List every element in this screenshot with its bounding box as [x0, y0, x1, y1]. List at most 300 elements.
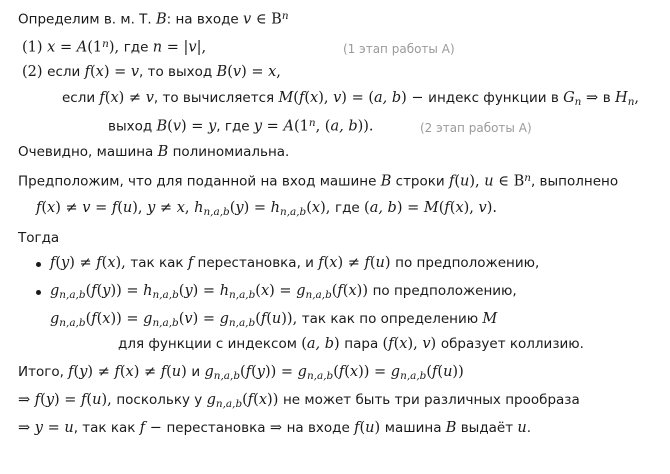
text-span: ( — [41, 200, 48, 216]
text-span: n,a,b — [215, 397, 243, 410]
text-span: ) ≠ — [87, 364, 115, 380]
text-span: ⇒ — [581, 90, 603, 106]
text-span: y — [102, 283, 111, 299]
text-line — [18, 144, 289, 161]
text-span: A — [518, 121, 527, 135]
text-span: f — [337, 283, 343, 299]
text-span: f — [50, 255, 56, 271]
text-span: образует коллизию. — [440, 336, 584, 352]
text-span: строки — [391, 173, 449, 190]
text-span: B — [216, 64, 228, 80]
text-span: f — [160, 364, 167, 380]
text-span: ) = — [103, 64, 131, 80]
text-span: ( — [119, 364, 126, 380]
text-span: g — [390, 364, 401, 380]
text-span: ( — [240, 364, 246, 380]
text-span: f — [338, 364, 345, 380]
text-span: B — [380, 173, 392, 190]
text-span: ) = — [181, 118, 209, 135]
text-span: ), — [463, 200, 479, 216]
text-line — [22, 38, 206, 57]
text-line — [22, 64, 281, 81]
text-span: ) = — [54, 392, 82, 408]
text-span: n,a,b — [305, 288, 332, 301]
text-span: M — [423, 200, 439, 216]
text-span: ( — [101, 255, 108, 271]
text-span: где — [123, 39, 153, 56]
text-span: g — [219, 311, 229, 327]
text-span: ) = — [269, 283, 297, 299]
text-span: f — [91, 311, 97, 327]
text-span: , то вычисляется — [153, 90, 279, 106]
text-span: u — [443, 364, 453, 380]
text-span: n — [281, 10, 289, 22]
text-span: B — [445, 420, 457, 436]
text-span: полиномиальна. — [168, 144, 290, 160]
text-span: g — [296, 283, 306, 299]
text-span: если — [62, 90, 100, 106]
text-span: )) = — [110, 283, 144, 299]
text-span: y — [61, 255, 70, 271]
text-span: ), — [108, 39, 124, 56]
text-span: u — [122, 200, 133, 216]
text-span: B — [155, 11, 167, 28]
text-span: ( — [253, 392, 259, 408]
text-span: , выполнено — [530, 173, 619, 190]
text-span: n — [574, 95, 582, 108]
text-span: ) ≠ — [118, 90, 146, 106]
text-span: ( — [393, 336, 400, 352]
text-span: ) — [334, 336, 345, 352]
text-span: )). — [357, 118, 374, 135]
text-span: v — [232, 64, 242, 80]
text-span: y — [184, 283, 193, 299]
text-span: x — [455, 200, 464, 216]
text-span: ( — [86, 392, 93, 408]
text-span: x — [125, 364, 134, 380]
text-span: f — [449, 173, 455, 190]
text-span: ( — [333, 364, 339, 380]
text-span: n,a,b — [306, 369, 334, 382]
text-span: ) — [181, 364, 192, 380]
text-span: f — [36, 200, 42, 216]
text-span: v — [188, 39, 197, 56]
text-span: ). — [486, 200, 498, 216]
text-span: )) — [267, 392, 283, 408]
text-span: ) — [374, 420, 385, 436]
text-span: ( — [96, 283, 103, 299]
text-span: ( — [96, 311, 103, 327]
text-line — [50, 283, 517, 301]
text-span: ) = — [241, 64, 269, 80]
text-span: u — [365, 420, 375, 436]
text-span: ( — [359, 420, 366, 436]
text-span: x — [311, 200, 321, 216]
text-span: x — [310, 90, 319, 106]
text-span: g — [206, 392, 216, 408]
text-span: ( — [255, 311, 261, 327]
text-span: ( — [229, 200, 236, 216]
text-span: , где — [216, 118, 254, 135]
text-line — [118, 336, 584, 353]
text-span: ( — [73, 364, 80, 380]
text-span: f — [96, 255, 102, 271]
text-span: ) ≠ — [133, 364, 161, 380]
text-span: n,a,b — [152, 288, 179, 301]
text-span: ( — [227, 64, 233, 80]
text-span: ( — [382, 336, 389, 352]
text-span: f — [298, 90, 305, 106]
text-span: ( — [89, 64, 96, 80]
text-span: в — [602, 90, 616, 106]
text-span: x — [349, 364, 359, 380]
text-span: n,a,b — [203, 205, 230, 218]
text-span: ∈ — [493, 173, 514, 190]
bullet-icon — [36, 290, 41, 295]
text-span: для функции с индексом — [118, 336, 302, 352]
text-span: B — [513, 173, 525, 190]
text-line — [18, 392, 580, 410]
text-span: x — [107, 255, 116, 271]
text-span: − — [145, 420, 167, 436]
text-span: не может быть три различных прообраза — [282, 392, 580, 408]
text-span: B — [271, 11, 282, 28]
text-span: v — [172, 118, 182, 135]
text-span: g — [50, 283, 60, 299]
text-span: ( — [426, 364, 433, 380]
text-span: Очевидно, машина — [18, 144, 158, 160]
text-span: x — [399, 336, 408, 352]
text-span: x — [47, 39, 56, 56]
text-span: ( — [438, 200, 445, 216]
text-span: f — [354, 420, 360, 436]
text-span: ( — [166, 364, 172, 380]
text-span: ), — [318, 90, 334, 106]
text-span: x — [348, 283, 357, 299]
text-span: ( — [293, 90, 299, 106]
text-span: ⇒ — [269, 420, 287, 436]
text-span: |, — [196, 39, 207, 56]
text-span: Итого, — [18, 364, 69, 380]
text-span: n,a,b — [152, 316, 179, 329]
text-span: n,a,b — [213, 369, 241, 382]
text-span: (1 — [293, 118, 309, 135]
text-span: y — [34, 420, 43, 436]
text-span: g — [143, 311, 153, 327]
text-span: u — [92, 392, 102, 408]
text-span: = — [262, 118, 284, 135]
text-span: выдаёт — [456, 420, 518, 436]
text-span: )) = — [264, 364, 298, 380]
text-span: n — [627, 95, 635, 108]
text-span: G — [563, 90, 575, 106]
text-span: ( — [251, 364, 257, 380]
text-span: f — [84, 64, 90, 80]
text-span: по предположению, — [395, 255, 540, 271]
text-span: ( — [167, 118, 173, 135]
text-line — [36, 200, 497, 218]
text-span: n,a,b — [59, 288, 86, 301]
text-line — [18, 230, 59, 247]
text-span: A — [283, 118, 294, 135]
text-span: f — [99, 90, 105, 106]
text-span: y — [256, 364, 265, 380]
text-span: n — [524, 172, 531, 184]
text-span: перестановка — [166, 420, 270, 436]
text-line — [62, 90, 639, 108]
text-span: H — [615, 90, 628, 106]
text-span: , так как — [73, 420, 140, 436]
text-span: = — [42, 420, 65, 436]
text-span: ), — [407, 336, 423, 352]
text-span: ( — [266, 311, 272, 327]
text-span: Тогда — [18, 230, 60, 246]
text-span: A — [76, 39, 88, 56]
text-span: выход — [108, 118, 157, 135]
text-span: v — [184, 311, 193, 327]
text-span: f — [111, 200, 118, 216]
text-span: , ( — [315, 118, 331, 135]
text-span: ) = — [243, 200, 271, 216]
text-span: ( — [255, 283, 261, 299]
text-span: , — [276, 64, 281, 80]
text-span: x — [176, 200, 185, 216]
text-span: (2) — [22, 64, 48, 80]
text-span: y — [208, 118, 217, 135]
text-span: B — [157, 144, 169, 160]
text-span: , то выход — [139, 64, 217, 80]
text-span: ) — [526, 121, 532, 135]
text-line — [108, 117, 374, 136]
text-span: v — [333, 90, 342, 106]
text-span: . — [526, 420, 532, 436]
text-span: h — [143, 283, 153, 299]
text-span: ) — [430, 336, 441, 352]
bullet-icon — [36, 262, 41, 267]
text-span: ( — [301, 336, 307, 352]
text-span: ∈ — [251, 11, 272, 28]
text-span: ( — [437, 364, 444, 380]
text-span: M — [482, 311, 498, 327]
text-span: x — [260, 283, 270, 299]
text-span: f — [432, 364, 438, 380]
text-span: на входе — [286, 420, 355, 436]
text-span: : на входе — [166, 11, 244, 28]
text-line — [50, 311, 497, 329]
text-span: перестановка, и — [193, 255, 319, 271]
text-span: x — [329, 255, 338, 271]
text-span: f — [139, 420, 146, 436]
text-span: ( — [454, 173, 461, 190]
text-span: так как по определению — [301, 311, 483, 327]
text-span: B — [156, 118, 168, 135]
text-span: x — [258, 392, 268, 408]
text-span: , — [634, 90, 640, 106]
text-span: ( — [117, 200, 123, 216]
text-span: a, b — [330, 118, 358, 135]
text-span: ( — [85, 283, 92, 299]
text-span: ( — [85, 311, 92, 327]
text-line — [18, 364, 464, 382]
text-span: x — [95, 64, 104, 80]
text-span: )) — [452, 364, 464, 380]
text-span: ), — [469, 173, 485, 190]
text-span: f — [388, 336, 394, 352]
text-span: u — [484, 173, 494, 190]
text-span: f — [364, 255, 370, 271]
text-span: так как — [130, 255, 188, 271]
text-span: )) = — [358, 364, 391, 380]
text-span: ( — [306, 200, 312, 216]
text-span: u — [271, 311, 282, 327]
text-span: ( — [342, 283, 349, 299]
text-span: (2 этап работы — [420, 121, 519, 135]
text-span: ( — [40, 392, 46, 408]
text-span: ( — [304, 90, 311, 106]
text-span: индекс функции в — [428, 90, 564, 106]
text-span: y — [235, 200, 244, 216]
text-span: Предположим, что для поданной на вход машине — [18, 173, 381, 190]
text-span: ) ≠ — [55, 200, 83, 216]
text-span: )), — [281, 311, 302, 327]
text-span: f — [81, 392, 87, 408]
text-span: ≠ — [155, 200, 177, 216]
text-span: g — [297, 364, 307, 380]
text-span: u — [64, 420, 74, 436]
text-span: и — [191, 364, 205, 380]
text-span: ( — [178, 283, 185, 299]
text-span: ) = ( — [341, 90, 374, 106]
text-span: u — [517, 420, 527, 436]
text-span: ), — [320, 200, 335, 216]
text-span: y — [79, 364, 88, 380]
text-span: u — [375, 255, 385, 271]
text-span: n,a,b — [400, 369, 427, 382]
text-line — [420, 120, 532, 137]
text-span: f — [245, 364, 252, 380]
text-span: ⇒ — [18, 392, 35, 408]
text-span: f — [444, 200, 450, 216]
text-span: = | — [162, 39, 189, 56]
text-span: f — [114, 364, 120, 380]
text-span: n — [308, 117, 316, 129]
text-span: M — [278, 90, 294, 106]
text-span: n,a,b — [229, 288, 256, 301]
text-span: Определим в. м. Т. — [18, 11, 156, 28]
text-span: = — [55, 39, 77, 56]
text-span: y — [147, 200, 156, 216]
text-span: ( — [331, 283, 338, 299]
text-span: f — [318, 255, 324, 271]
text-span: v — [130, 64, 140, 80]
text-span: a, b — [373, 90, 402, 106]
text-span: ( — [178, 311, 185, 327]
text-span: h — [270, 200, 280, 216]
text-span: ( — [55, 255, 62, 271]
text-span: n,a,b — [59, 316, 86, 329]
text-span: f — [68, 364, 74, 380]
text-span: по предположению, — [372, 283, 517, 299]
text-span: v — [82, 200, 91, 216]
text-span: g — [204, 364, 214, 380]
text-span: f — [187, 255, 194, 271]
text-span: ) ≠ — [337, 255, 365, 271]
text-span: n — [102, 38, 109, 50]
text-span: ) − — [401, 90, 429, 106]
text-line — [50, 255, 539, 272]
text-line — [18, 10, 289, 29]
text-span: ) = — [192, 283, 220, 299]
text-span: ), — [132, 200, 148, 216]
text-span: v — [478, 200, 487, 216]
text-span: a, b — [306, 336, 335, 352]
text-span: f — [34, 392, 41, 408]
text-span: поскольку у — [116, 392, 207, 408]
text-span: n — [152, 39, 163, 56]
text-span: g — [50, 311, 60, 327]
text-span: x — [47, 200, 56, 216]
text-line — [18, 172, 618, 191]
text-span: y — [45, 392, 55, 408]
text-span: ( — [344, 364, 350, 380]
text-span: (1 — [87, 39, 103, 56]
text-span: y — [253, 118, 263, 135]
text-span: v — [145, 90, 154, 106]
text-span: )) = — [110, 311, 144, 327]
text-span: f — [247, 392, 254, 408]
text-span: ) ≠ — [69, 255, 97, 271]
text-span: a, b — [369, 200, 397, 216]
text-span: (1 этап работы — [343, 42, 442, 56]
text-span: ( — [242, 392, 248, 408]
text-span: ) = — [192, 311, 220, 327]
text-span: n,a,b — [228, 316, 256, 329]
text-span: где — [334, 200, 365, 216]
text-span: v — [243, 11, 252, 28]
text-span: ) = — [396, 200, 424, 216]
text-span: h — [194, 200, 204, 216]
text-span: f — [260, 311, 267, 327]
text-span: = — [90, 200, 112, 216]
text-span: u — [171, 364, 182, 380]
text-span: ), — [115, 255, 131, 271]
text-span: A — [441, 42, 450, 56]
text-span: f — [91, 283, 97, 299]
text-line — [18, 420, 531, 437]
text-span: ( — [323, 255, 330, 271]
text-span: ( — [104, 90, 111, 106]
text-line — [343, 41, 455, 58]
text-span: h — [219, 283, 230, 299]
text-span: машина — [384, 420, 446, 436]
text-span: ⇒ — [18, 420, 35, 436]
text-span: )) — [356, 283, 373, 299]
text-span: ( — [449, 200, 456, 216]
text-span: x — [110, 90, 119, 106]
text-span: пара — [344, 336, 383, 352]
text-span: u — [460, 173, 470, 190]
text-span: ( — [369, 255, 376, 271]
text-span: если — [47, 64, 85, 80]
text-span: x — [268, 64, 277, 80]
text-span: ( — [364, 200, 370, 216]
text-span: ), — [101, 392, 117, 408]
text-span: v — [422, 336, 431, 352]
text-span: ) — [449, 42, 455, 56]
text-span: ) — [384, 255, 396, 271]
text-span: n,a,b — [279, 205, 307, 218]
text-span: x — [102, 311, 111, 327]
